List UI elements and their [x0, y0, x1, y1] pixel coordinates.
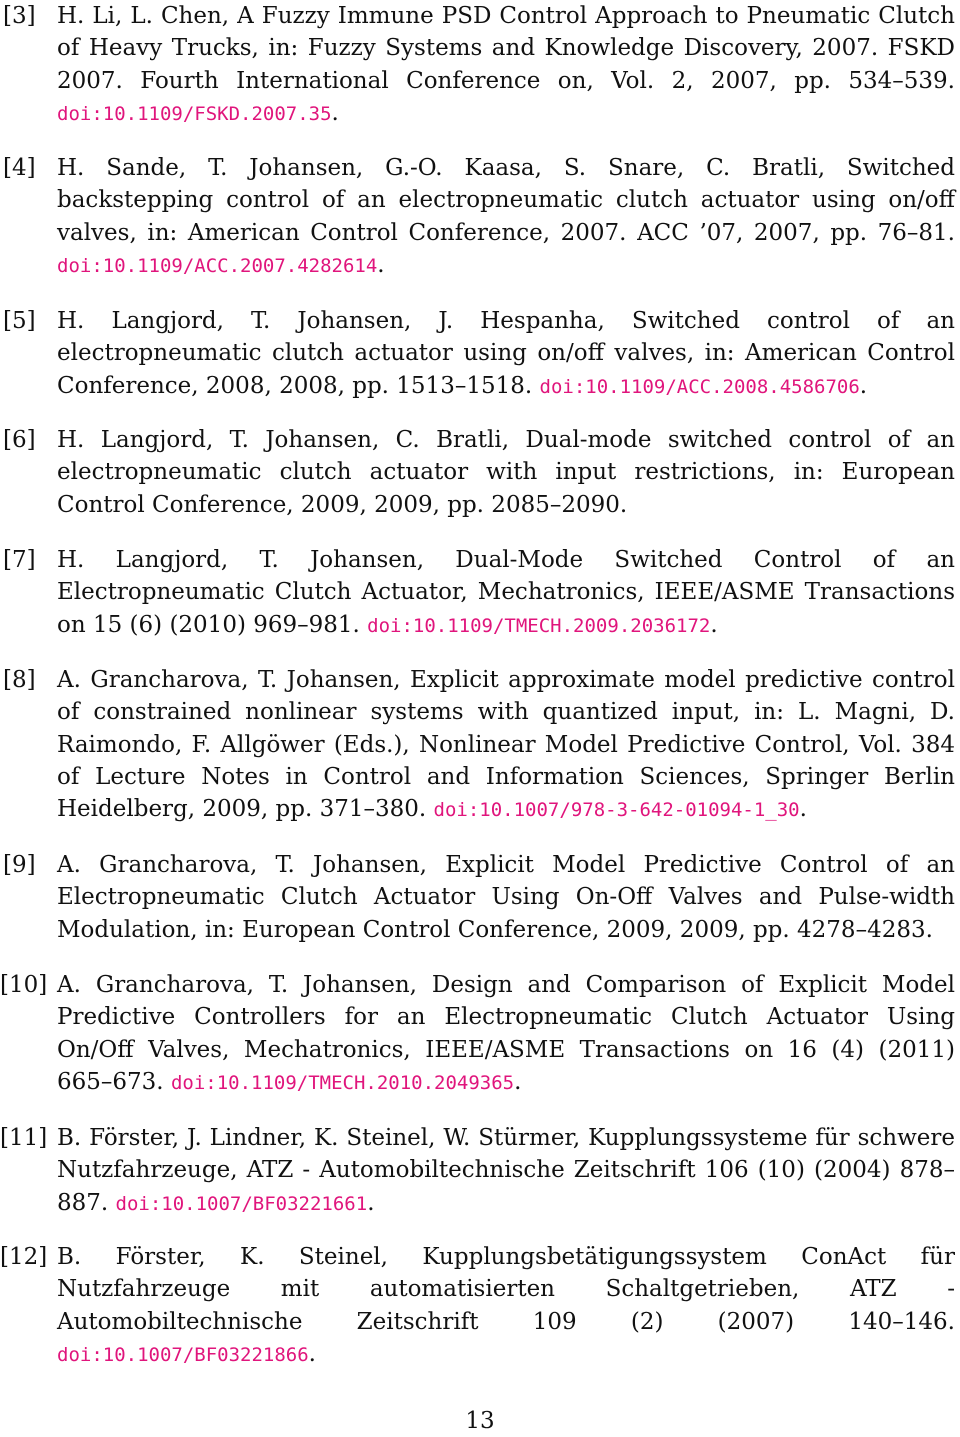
- reference-label: [5]: [3, 308, 36, 334]
- reference-body: A. Grancharova, T. Johansen, Design and Comparison of Explicit Model Predictive Controllers for an Electropneumatic Clutch Actuator Using On/Off Valves, Mechatronics, IEEE/ASME Transactions on 16 (4) (2011) 665–673. doi:10.1109/TMECH.2010.2049365.: [57, 972, 955, 1095]
- doi-link[interactable]: doi:10.1007/978-3-642-01094-1_30: [433, 799, 800, 822]
- reference-text: B. Förster, K. Steinel, Kupplungsbetätigungssystem ConAct für Nutzfahrzeuge mit automatisierten Schaltgetrieben, ATZ - Automobiltechnische Zeitschrift 109 (2) (2007) 140–146.: [57, 1244, 955, 1335]
- reference-text: H. Langjord, T. Johansen, J. Hespanha, Switched control of an electropneumatic clutch actuator using on/off valves, in: American Control Conference, 2008, 2008, pp. 1513–1518.: [57, 308, 955, 399]
- reference-body: B. Förster, K. Steinel, Kupplungsbetätigungssystem ConAct für Nutzfahrzeuge mit automatisierten Schaltgetrieben, ATZ - Automobiltechnische Zeitschrift 109 (2) (2007) 140–146. doi:10.1007/BF03221866.: [57, 1244, 955, 1367]
- reference-body: H. Li, L. Chen, A Fuzzy Immune PSD Control Approach to Pneumatic Clutch of Heavy Trucks, in: Fuzzy Systems and Knowledge Discovery, 2007. FSKD 2007. Fourth International Conference on, Vol. 2, 2007, pp. 534–539. doi:10.1109/FSKD.2007.35.: [57, 3, 955, 126]
- doi-link[interactable]: doi:10.1109/ACC.2008.4586706: [539, 375, 860, 398]
- doi-link[interactable]: doi:10.1109/TMECH.2010.2049365: [170, 1071, 515, 1094]
- reference-label: [3]: [3, 3, 36, 29]
- reference-body: H. Langjord, T. Johansen, Dual-Mode Switched Control of an Electropneumatic Clutch Actuator, Mechatronics, IEEE/ASME Transactions on 15 (6) (2010) 969–981. doi:10.1109/TMECH.2009.2036172.: [57, 547, 955, 638]
- doi-link[interactable]: doi:10.1007/BF03221866: [57, 1343, 309, 1366]
- doi-link[interactable]: doi:10.1109/TMECH.2009.2036172: [367, 614, 711, 637]
- doi-link[interactable]: doi:10.1109/FSKD.2007.35: [57, 102, 332, 125]
- reference-text: H. Langjord, T. Johansen, Dual-Mode Switched Control of an Electropneumatic Clutch Actuator, Mechatronics, IEEE/ASME Transactions on 15 (6) (2010) 969–981.: [57, 547, 955, 638]
- reference-label: [7]: [3, 547, 36, 573]
- reference-label: [12]: [0, 1244, 48, 1270]
- doi-link[interactable]: doi:10.1109/ACC.2007.4282614: [57, 254, 378, 277]
- reference-text: H. Langjord, T. Johansen, C. Bratli, Dual-mode switched control of an electropneumatic clutch actuator with input restrictions, in: European Control Conference, 2009, 2009, pp. 2085–2090.: [57, 427, 955, 518]
- reference-text: A. Grancharova, T. Johansen, Explicit Model Predictive Control of an Electropneumatic Clutch Actuator Using On-Off Valves and Pulse-width Modulation, in: European Control Conference, 2009, 2009, pp. 4278–4283.: [57, 852, 955, 943]
- reference-body: A. Grancharova, T. Johansen, Explicit approximate model predictive control of constrained nonlinear systems with quantized input, in: L. Magni, D. Raimondo, F. Allgöwer (Eds.), Nonlinear Model Predictive Control, Vol. 384 of Lecture Notes in Control and Information Sciences, Springer Berlin Heidelberg, 2009, pp. 371–380. doi:10.1007/978-3-642-01094-1_30.: [57, 667, 955, 823]
- reference-body: [57, 424, 955, 521]
- reference-label: [4]: [3, 155, 36, 181]
- reference-body: B. Förster, J. Lindner, K. Steinel, W. Stürmer, Kupplungssysteme für schwere Nutzfahrzeuge, ATZ - Automobiltechnische Zeitschrift 106 (10) (2004) 878–887. doi:10.1007/BF03221661.: [57, 1125, 955, 1216]
- reference-text: A. Grancharova, T. Johansen, Design and Comparison of Explicit Model Predictive Controllers for an Electropneumatic Clutch Actuator Using On/Off Valves, Mechatronics, IEEE/ASME Transactions on 16 (4) (2011) 665–673.: [57, 972, 955, 1095]
- reference-label: [8]: [3, 667, 36, 693]
- reference-body: H. Sande, T. Johansen, G.-O. Kaasa, S. Snare, C. Bratli, Switched backstepping control of an electropneumatic clutch actuator using on/off valves, in: American Control Conference, 2007. ACC ’07, 2007, pp. 76–81. doi:10.1109/ACC.2007.4282614.: [57, 155, 955, 278]
- reference-text: A. Grancharova, T. Johansen, Explicit approximate model predictive control of constrained nonlinear systems with quantized input, in: L. Magni, D. Raimondo, F. Allgöwer (Eds.), Nonlinear Model Predictive Control, Vol. 384 of Lecture Notes in Control and Information Sciences, Springer Berlin Heidelberg, 2009, pp. 371–380.: [57, 667, 955, 823]
- reference-text: H. Sande, T. Johansen, G.-O. Kaasa, S. Snare, C. Bratli, Switched backstepping control of an electropneumatic clutch actuator using on/off valves, in: American Control Conference, 2007. ACC ’07, 2007, pp. 76–81.: [57, 155, 955, 246]
- doi-link[interactable]: doi:10.1007/BF03221661: [115, 1192, 368, 1215]
- reference-label: [10]: [0, 972, 48, 998]
- reference-text: H. Li, L. Chen, A Fuzzy Immune PSD Control Approach to Pneumatic Clutch of Heavy Trucks, in: Fuzzy Systems and Knowledge Discovery, 2007. FSKD 2007. Fourth International Conference on, Vol. 2, 2007, pp. 534–539.: [57, 3, 955, 94]
- reference-label: [9]: [3, 852, 36, 878]
- reference-body: H. Langjord, T. Johansen, J. Hespanha, Switched control of an electropneumatic clutch actuator using on/off valves, in: American Control Conference, 2008, 2008, pp. 1513–1518. doi:10.1109/ACC.2008.4586706.: [57, 308, 955, 399]
- page-number: 13: [465, 1408, 495, 1434]
- reference-text: B. Förster, J. Lindner, K. Steinel, W. Stürmer, Kupplungssysteme für schwere Nutzfahrzeuge, ATZ - Automobiltechnische Zeitschrift 106 (10) (2004) 878–887.: [57, 1125, 955, 1216]
- reference-label: [6]: [3, 427, 36, 453]
- reference-label: [11]: [0, 1125, 48, 1151]
- reference-body: [57, 849, 955, 946]
